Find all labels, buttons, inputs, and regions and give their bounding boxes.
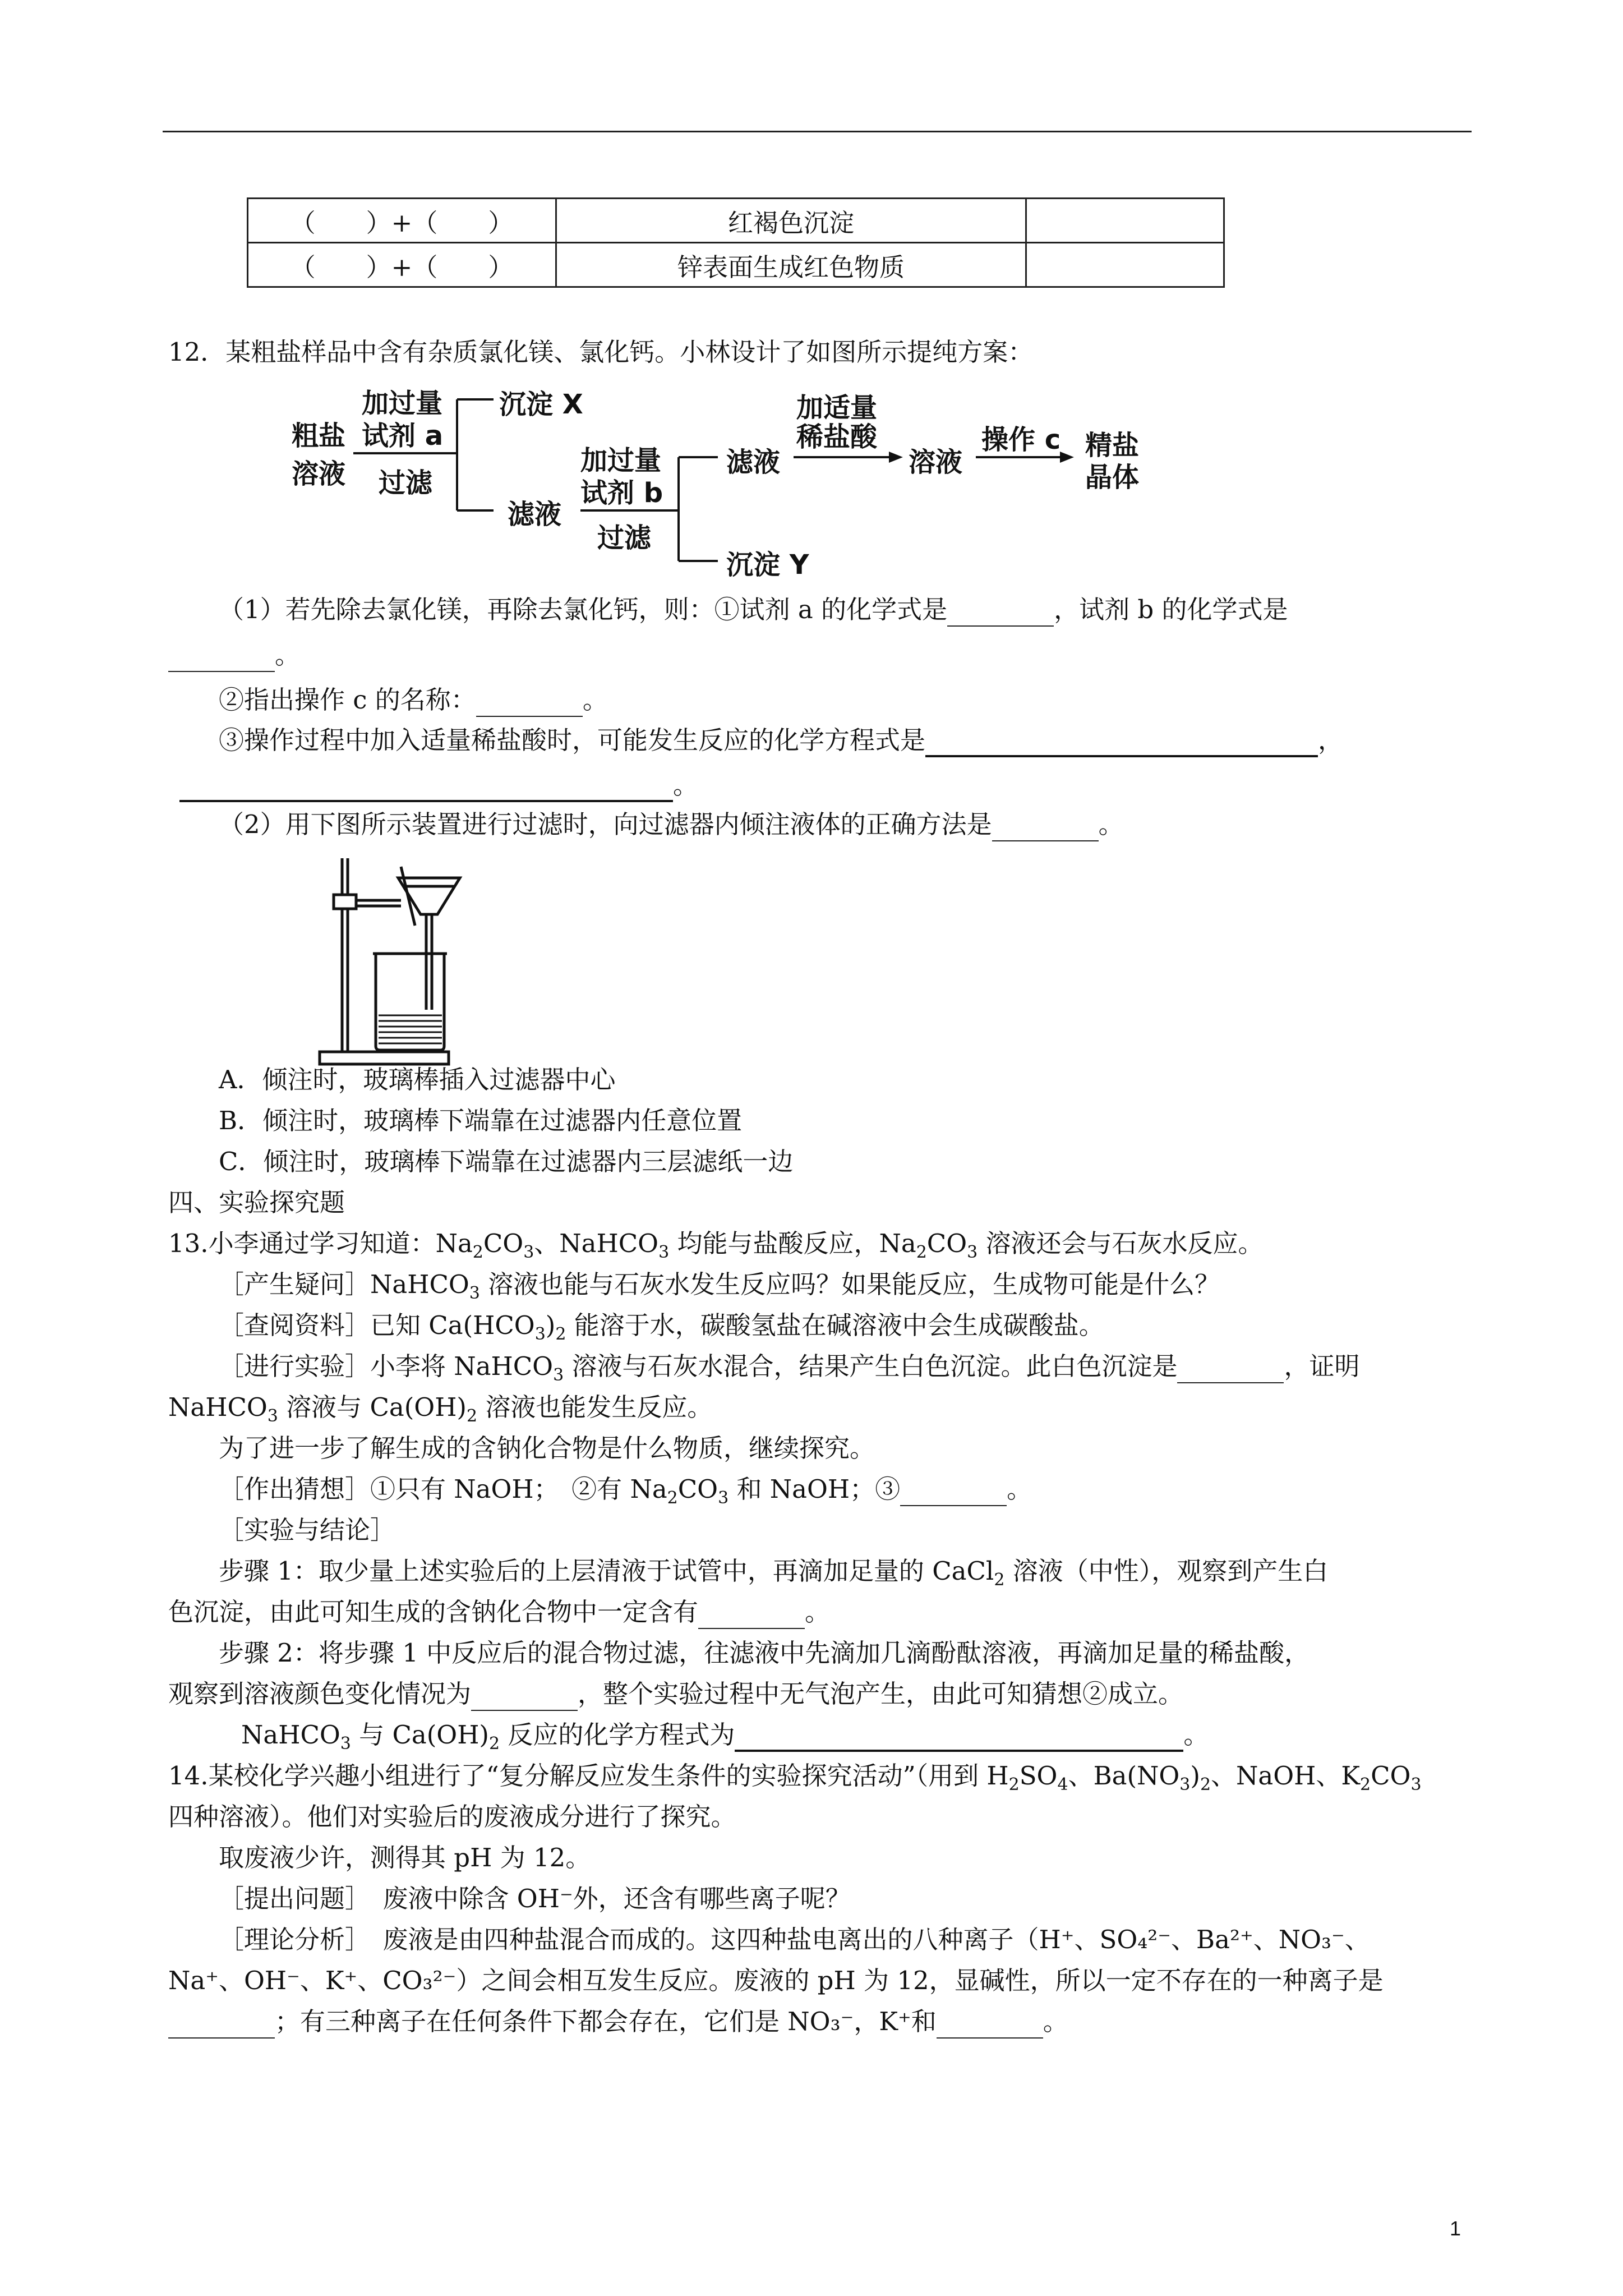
q13-further: 为了进一步了解生成的含钠化合物是什么物质，继续探究。 bbox=[219, 1433, 875, 1463]
flow-crude-salt: 粗盐 bbox=[292, 420, 346, 452]
subscript: 3 bbox=[967, 1243, 978, 1262]
flow-reagent-b-line2: 试剂 b bbox=[580, 477, 663, 509]
text: 溶液也能发生反应。 bbox=[477, 1392, 713, 1422]
text: 溶液（中性），观察到产生白 bbox=[1004, 1556, 1329, 1586]
flow-refined-salt: 精盐 bbox=[1085, 430, 1140, 461]
q13-step2: 步骤 2：将步骤 1 中反应后的混合物过滤，往滤液中先滴加几滴酚酞溶液，再滴加足量的稀盐酸， bbox=[219, 1638, 1310, 1668]
answer-blank[interactable] bbox=[900, 1479, 1007, 1506]
flow-filter-1: 过滤 bbox=[379, 467, 433, 499]
text: ) bbox=[545, 1310, 556, 1340]
text: 溶液也能与石灰水发生反应吗？如果能反应，生成物可能是什么？ bbox=[479, 1269, 1220, 1299]
text: 溶液与 Ca(OH) bbox=[278, 1392, 467, 1422]
table-cell-reactants: （ ）+（ ） bbox=[248, 243, 556, 287]
q13-step2-cont bbox=[168, 1677, 1183, 1711]
flow-solution-2: 溶液 bbox=[909, 447, 963, 478]
answer-blank[interactable] bbox=[735, 1724, 1183, 1752]
q13-experiment bbox=[219, 1350, 1360, 1383]
flow-filtrate-1: 滤液 bbox=[508, 499, 562, 530]
q13-step1-cont bbox=[168, 1595, 830, 1629]
text: 反应的化学方程式为 bbox=[500, 1720, 735, 1750]
subscript: 3 bbox=[1410, 1775, 1422, 1795]
q12-part1-line1 bbox=[219, 593, 1288, 627]
text: ［进行实验］小李将 NaHCO bbox=[219, 1351, 554, 1381]
option-a[interactable]: A．倾注时，玻璃棒插入过滤器中心 bbox=[219, 1065, 616, 1094]
subscript: 3 bbox=[267, 1406, 278, 1426]
text: ［作出猜想］①只有 NaOH； ②有 Na bbox=[219, 1474, 667, 1504]
text: CO bbox=[926, 1228, 967, 1258]
text: 、NaHCO bbox=[534, 1228, 659, 1258]
subscript: 3 bbox=[553, 1365, 564, 1385]
q12-part1-text-a: （1）若先除去氯化镁，再除去氯化钙，则：①试剂 a 的化学式是 bbox=[219, 595, 948, 624]
subscript: 3 bbox=[523, 1243, 534, 1262]
text: ，整个实验过程中无气泡产生，由此可知猜想②成立。 bbox=[578, 1679, 1184, 1709]
q13-equation bbox=[241, 1718, 1209, 1752]
q14-analysis-end bbox=[168, 2005, 1068, 2039]
q12-op-c-text: ②指出操作 c 的名称： bbox=[219, 685, 476, 715]
q12-part2-end: 。 bbox=[1098, 809, 1124, 839]
text: 、Ba(NO bbox=[1068, 1761, 1180, 1791]
q12-part2-text: （2）用下图所示装置进行过滤时，向过滤器内倾注液体的正确方法是 bbox=[219, 809, 992, 839]
option-b[interactable]: B．倾注时，玻璃棒下端靠在过滤器内任意位置 bbox=[219, 1106, 743, 1135]
text: 。 bbox=[1183, 1720, 1209, 1750]
text: 观察到溶液颜色变化情况为 bbox=[168, 1679, 472, 1709]
q13-hypothesis bbox=[219, 1473, 1032, 1506]
q14-question: ［提出问题］ 废液中除含 OH⁻外，还含有哪些离子呢？ bbox=[219, 1884, 851, 1913]
flow-acid-line2: 稀盐酸 bbox=[796, 421, 878, 453]
text: 14.某校化学兴趣小组进行了“复分解反应发生条件的实验探究活动”（用到 H bbox=[168, 1761, 1009, 1791]
subscript: 2 bbox=[489, 1734, 500, 1754]
text: 步骤 1：取少量上述实验后的上层清液于试管中，再滴加足量的 CaCl bbox=[219, 1556, 994, 1586]
q12-equation-end: 。 bbox=[673, 770, 699, 800]
subscript: 2 bbox=[667, 1488, 678, 1508]
flow-reagent-b-line1: 加过量 bbox=[580, 445, 662, 476]
text: 。 bbox=[1043, 2007, 1068, 2036]
text: NaHCO bbox=[241, 1720, 340, 1750]
flow-filter-2: 过滤 bbox=[597, 522, 652, 554]
subscript: 3 bbox=[658, 1243, 670, 1262]
answer-blank[interactable] bbox=[476, 690, 583, 717]
answer-blank[interactable] bbox=[168, 2012, 275, 2039]
flow-filtrate-2: 滤液 bbox=[726, 447, 781, 478]
text: 色沉淀，由此可知生成的含钠化合物中一定含有 bbox=[168, 1597, 699, 1627]
q14-ph: 取废液少许，测得其 pH 为 12。 bbox=[219, 1843, 591, 1872]
table-cell-phenomenon: 锌表面生成红色物质 bbox=[556, 243, 1026, 287]
q12-part1-line5 bbox=[179, 769, 698, 802]
text: SO bbox=[1019, 1761, 1058, 1791]
q12-stem: 12．某粗盐样品中含有杂质氯化镁、氯化钙。小林设计了如图所示提纯方案： bbox=[168, 337, 1034, 367]
answer-blank[interactable] bbox=[179, 774, 673, 802]
subscript: 2 bbox=[1360, 1775, 1371, 1795]
q13-experiment-cont bbox=[168, 1391, 712, 1424]
q14-analysis-cont: Na⁺、OH⁻、K⁺、CO₃²⁻）之间会相互发生反应。废液的 pH 为 12，显碱性，所以一定不存在的一种离子是 bbox=[168, 1966, 1384, 1995]
subscript: 2 bbox=[467, 1406, 478, 1426]
answer-blank[interactable] bbox=[925, 729, 1318, 757]
answer-blank[interactable] bbox=[937, 2012, 1043, 2039]
text: 、NaOH、K bbox=[1211, 1761, 1361, 1791]
q12-equation-comma: ， bbox=[1318, 725, 1344, 755]
answer-blank[interactable] bbox=[168, 645, 275, 672]
text: 能溶于水，碳酸氢盐在碱溶液中会生成碳酸盐。 bbox=[566, 1310, 1104, 1340]
q14-stem bbox=[168, 1759, 1422, 1793]
subscript: 2 bbox=[472, 1243, 483, 1262]
table-cell-phenomenon: 红褐色沉淀 bbox=[556, 199, 1026, 243]
answer-blank[interactable] bbox=[698, 1602, 805, 1629]
q13-reference bbox=[219, 1309, 1104, 1342]
text: CO bbox=[677, 1474, 718, 1504]
subscript: 2 bbox=[1200, 1775, 1211, 1795]
q12-part1-text-b: ，试剂 b 的化学式是 bbox=[1054, 595, 1288, 624]
q12-part1-text-c: 。 bbox=[275, 640, 301, 670]
text: ；有三种离子在任何条件下都会存在，它们是 NO₃⁻，K⁺和 bbox=[275, 2007, 937, 2036]
text: ［产生疑问］NaHCO bbox=[219, 1269, 469, 1299]
subscript: 2 bbox=[916, 1243, 927, 1262]
q14-stem-cont: 四种溶液）。他们对实验后的废液成分进行了探究。 bbox=[168, 1802, 736, 1832]
flow-crystal: 晶体 bbox=[1085, 462, 1140, 493]
answer-blank[interactable] bbox=[471, 1684, 578, 1711]
q13-conclusion-heading: ［实验与结论］ bbox=[219, 1515, 396, 1545]
text: NaHCO bbox=[168, 1392, 268, 1422]
subscript: 2 bbox=[555, 1324, 566, 1344]
subscript: 4 bbox=[1057, 1775, 1068, 1795]
flow-reagent-a-line2: 试剂 a bbox=[362, 420, 444, 452]
page-number: 1 bbox=[1450, 2217, 1461, 2240]
text: ，证明 bbox=[1284, 1351, 1360, 1381]
text: 均能与盐酸反应，Na bbox=[669, 1228, 916, 1258]
text: ［查阅资料］已知 Ca(HCO bbox=[219, 1310, 535, 1340]
table-cell-reactants: （ ）+（ ） bbox=[248, 199, 556, 243]
q12-equation-text: ③操作过程中加入适量稀盐酸时，可能发生反应的化学方程式是 bbox=[219, 725, 926, 755]
flow-acid-line1: 加适量 bbox=[796, 392, 878, 424]
subscript: 3 bbox=[469, 1283, 480, 1303]
text: CO bbox=[483, 1228, 524, 1258]
q13-stem bbox=[168, 1227, 1264, 1260]
answer-blank[interactable] bbox=[992, 815, 1099, 841]
flow-precipitate-x: 沉淀 X bbox=[499, 389, 583, 420]
q14-analysis: ［理论分析］ 废液是由四种盐混合而成的。这四种盐电离出的八种离子（H⁺、SO₄²⁻、Ba²⁺、NO₃⁻、 bbox=[219, 1925, 1370, 1954]
q12-op-c-end: 。 bbox=[582, 685, 608, 715]
text: 13.小李通过学习知道：Na bbox=[168, 1228, 473, 1258]
subscript: 3 bbox=[534, 1324, 546, 1344]
option-c[interactable]: C．倾注时，玻璃棒下端靠在过滤器内三层滤纸一边 bbox=[219, 1147, 794, 1176]
flowchart-lines bbox=[0, 0, 1623, 589]
flow-solution: 溶液 bbox=[292, 458, 346, 490]
subscript: 3 bbox=[718, 1488, 729, 1508]
flow-reagent-a-line1: 加过量 bbox=[362, 388, 443, 419]
subscript: 2 bbox=[1008, 1775, 1020, 1795]
answer-blank[interactable] bbox=[1177, 1356, 1284, 1383]
filtration-apparatus-illustration bbox=[314, 853, 494, 1077]
q12-part1-line4 bbox=[219, 724, 1343, 757]
flow-operation-c: 操作 c bbox=[981, 424, 1061, 455]
text: CO bbox=[1371, 1761, 1411, 1791]
subscript: 3 bbox=[1179, 1775, 1191, 1795]
section-heading: 四、实验探究题 bbox=[168, 1188, 345, 1217]
answer-blank[interactable] bbox=[947, 600, 1054, 627]
text: ) bbox=[1190, 1761, 1200, 1791]
text: 溶液与石灰水混合，结果产生白色沉淀。此白色沉淀是 bbox=[564, 1351, 1178, 1381]
text: 与 Ca(OH) bbox=[351, 1720, 489, 1750]
flow-precipitate-y: 沉淀 Y bbox=[726, 549, 809, 581]
text: 。 bbox=[1007, 1474, 1032, 1504]
q12-part1-line3 bbox=[219, 683, 608, 717]
q13-step1 bbox=[219, 1554, 1328, 1588]
text: 和 NaOH；③ bbox=[728, 1474, 901, 1504]
subscript: 3 bbox=[340, 1734, 351, 1754]
q12-part1-line2 bbox=[168, 638, 300, 672]
subscript: 2 bbox=[994, 1570, 1005, 1590]
text: 溶液还会与石灰水反应。 bbox=[978, 1228, 1264, 1258]
text: 。 bbox=[805, 1597, 831, 1627]
q13-question bbox=[219, 1268, 1220, 1301]
q12-part2-line bbox=[219, 808, 1124, 841]
